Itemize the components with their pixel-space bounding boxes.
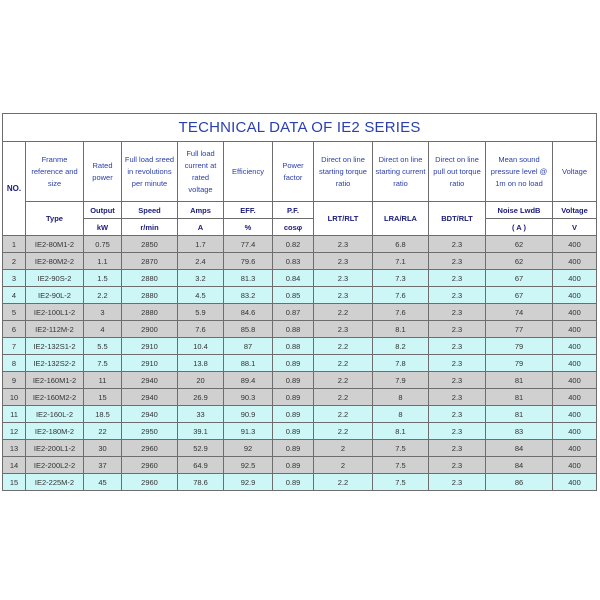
cell-lra-rla: 6.8 bbox=[373, 236, 429, 253]
header-no: NO. bbox=[3, 142, 26, 236]
header-power-unit: kW bbox=[84, 219, 122, 236]
cell-speed: 2960 bbox=[122, 440, 178, 457]
cell-lrt-rlt: 2.3 bbox=[314, 236, 373, 253]
cell-lrt-rlt: 2.2 bbox=[314, 355, 373, 372]
table-row bbox=[3, 236, 597, 253]
table-row bbox=[3, 440, 597, 457]
technical-data-table bbox=[2, 113, 597, 491]
cell-bdt-rlt: 2.3 bbox=[429, 338, 486, 355]
cell-output-kw: 18.5 bbox=[84, 406, 122, 423]
cell-type: IE2-200L2-2 bbox=[26, 457, 84, 474]
cell-power-factor: 0.89 bbox=[273, 440, 314, 457]
cell-speed: 2950 bbox=[122, 423, 178, 440]
cell-type: IE2-200L1-2 bbox=[26, 440, 84, 457]
cell-voltage: 400 bbox=[553, 321, 597, 338]
table-row bbox=[3, 287, 597, 304]
cell-bdt-rlt: 2.3 bbox=[429, 236, 486, 253]
cell-lra-rla: 8.1 bbox=[373, 321, 429, 338]
cell-power-factor: 0.83 bbox=[273, 253, 314, 270]
cell-noise: 83 bbox=[486, 423, 553, 440]
cell-bdt-rlt: 2.3 bbox=[429, 304, 486, 321]
header-bdt-label: BDT/RLT bbox=[429, 202, 486, 236]
cell-efficiency: 89.4 bbox=[224, 372, 273, 389]
table-row bbox=[3, 270, 597, 287]
cell-power-factor: 0.85 bbox=[273, 287, 314, 304]
cell-voltage: 400 bbox=[553, 236, 597, 253]
cell-output-kw: 11 bbox=[84, 372, 122, 389]
table-row bbox=[3, 474, 597, 491]
cell-bdt-rlt: 2.3 bbox=[429, 457, 486, 474]
cell-bdt-rlt: 2.3 bbox=[429, 287, 486, 304]
cell-lrt-rlt: 2.3 bbox=[314, 270, 373, 287]
header-speed-desc: Full load sreed in revolutions per minute bbox=[122, 142, 178, 202]
cell-type: IE2-160L-2 bbox=[26, 406, 84, 423]
header-power-desc: Rated power bbox=[84, 142, 122, 202]
cell-lra-rla: 8 bbox=[373, 406, 429, 423]
cell-output-kw: 2.2 bbox=[84, 287, 122, 304]
header-noise-label: Noise LwdB bbox=[486, 202, 553, 219]
cell-no: 1 bbox=[3, 236, 26, 253]
cell-noise: 86 bbox=[486, 474, 553, 491]
header-eff-label: EFF. bbox=[224, 202, 273, 219]
cell-lrt-rlt: 2.2 bbox=[314, 304, 373, 321]
cell-voltage: 400 bbox=[553, 389, 597, 406]
cell-type: IE2-160M1-2 bbox=[26, 372, 84, 389]
cell-voltage: 400 bbox=[553, 304, 597, 321]
cell-type: IE2-132S1-2 bbox=[26, 338, 84, 355]
cell-voltage: 400 bbox=[553, 406, 597, 423]
cell-lrt-rlt: 2 bbox=[314, 457, 373, 474]
cell-lrt-rlt: 2.2 bbox=[314, 389, 373, 406]
cell-output-kw: 5.5 bbox=[84, 338, 122, 355]
cell-lra-rla: 7.6 bbox=[373, 287, 429, 304]
header-current-unit: A bbox=[178, 219, 224, 236]
cell-efficiency: 87 bbox=[224, 338, 273, 355]
cell-efficiency: 92.9 bbox=[224, 474, 273, 491]
cell-lra-rla: 7.6 bbox=[373, 304, 429, 321]
cell-speed: 2880 bbox=[122, 287, 178, 304]
cell-type: IE2-90L-2 bbox=[26, 287, 84, 304]
cell-voltage: 400 bbox=[553, 423, 597, 440]
cell-amps: 2.4 bbox=[178, 253, 224, 270]
cell-efficiency: 84.6 bbox=[224, 304, 273, 321]
cell-power-factor: 0.89 bbox=[273, 372, 314, 389]
cell-voltage: 400 bbox=[553, 270, 597, 287]
cell-noise: 81 bbox=[486, 389, 553, 406]
cell-amps: 13.8 bbox=[178, 355, 224, 372]
cell-bdt-rlt: 2.3 bbox=[429, 253, 486, 270]
cell-speed: 2870 bbox=[122, 253, 178, 270]
cell-efficiency: 92 bbox=[224, 440, 273, 457]
cell-amps: 10.4 bbox=[178, 338, 224, 355]
cell-output-kw: 45 bbox=[84, 474, 122, 491]
cell-voltage: 400 bbox=[553, 457, 597, 474]
cell-efficiency: 81.3 bbox=[224, 270, 273, 287]
cell-output-kw: 0.75 bbox=[84, 236, 122, 253]
cell-output-kw: 15 bbox=[84, 389, 122, 406]
cell-lra-rla: 8.1 bbox=[373, 423, 429, 440]
cell-power-factor: 0.87 bbox=[273, 304, 314, 321]
cell-lrt-rlt: 2.3 bbox=[314, 287, 373, 304]
cell-bdt-rlt: 2.3 bbox=[429, 440, 486, 457]
cell-amps: 7.6 bbox=[178, 321, 224, 338]
table-row bbox=[3, 338, 597, 355]
cell-voltage: 400 bbox=[553, 372, 597, 389]
cell-lra-rla: 7.9 bbox=[373, 372, 429, 389]
cell-voltage: 400 bbox=[553, 338, 597, 355]
cell-lrt-rlt: 2.2 bbox=[314, 406, 373, 423]
cell-speed: 2880 bbox=[122, 304, 178, 321]
table-row bbox=[3, 406, 597, 423]
cell-type: IE2-180M-2 bbox=[26, 423, 84, 440]
cell-power-factor: 0.89 bbox=[273, 423, 314, 440]
header-power-label: Output bbox=[84, 202, 122, 219]
cell-lra-rla: 7.5 bbox=[373, 440, 429, 457]
cell-no: 9 bbox=[3, 372, 26, 389]
header-eff-unit: % bbox=[224, 219, 273, 236]
cell-lra-rla: 8.2 bbox=[373, 338, 429, 355]
cell-bdt-rlt: 2.3 bbox=[429, 355, 486, 372]
cell-noise: 62 bbox=[486, 253, 553, 270]
cell-no: 8 bbox=[3, 355, 26, 372]
cell-output-kw: 7.5 bbox=[84, 355, 122, 372]
cell-no: 7 bbox=[3, 338, 26, 355]
cell-no: 4 bbox=[3, 287, 26, 304]
cell-output-kw: 30 bbox=[84, 440, 122, 457]
cell-power-factor: 0.82 bbox=[273, 236, 314, 253]
cell-voltage: 400 bbox=[553, 474, 597, 491]
cell-bdt-rlt: 2.3 bbox=[429, 474, 486, 491]
cell-speed: 2940 bbox=[122, 389, 178, 406]
cell-type: IE2-132S2-2 bbox=[26, 355, 84, 372]
header-frame-desc: Franme reference and size bbox=[26, 142, 84, 202]
table-title: TECHNICAL DATA OF IE2 SERIES bbox=[3, 114, 597, 142]
header-voltage-desc: Voltage bbox=[553, 142, 597, 202]
cell-lra-rla: 7.5 bbox=[373, 474, 429, 491]
cell-power-factor: 0.89 bbox=[273, 474, 314, 491]
cell-lrt-rlt: 2.3 bbox=[314, 321, 373, 338]
cell-efficiency: 79.6 bbox=[224, 253, 273, 270]
cell-type: IE2-225M-2 bbox=[26, 474, 84, 491]
cell-bdt-rlt: 2.3 bbox=[429, 423, 486, 440]
cell-speed: 2910 bbox=[122, 338, 178, 355]
cell-efficiency: 91.3 bbox=[224, 423, 273, 440]
header-type: Type bbox=[26, 202, 84, 236]
cell-type: IE2-100L1-2 bbox=[26, 304, 84, 321]
header-speed-unit: r/min bbox=[122, 219, 178, 236]
cell-type: IE2-90S-2 bbox=[26, 270, 84, 287]
cell-bdt-rlt: 2.3 bbox=[429, 406, 486, 423]
cell-no: 3 bbox=[3, 270, 26, 287]
table-row bbox=[3, 372, 597, 389]
cell-voltage: 400 bbox=[553, 287, 597, 304]
cell-lrt-rlt: 2.2 bbox=[314, 338, 373, 355]
cell-speed: 2910 bbox=[122, 355, 178, 372]
cell-noise: 84 bbox=[486, 457, 553, 474]
cell-power-factor: 0.89 bbox=[273, 406, 314, 423]
header-lrt-label: LRT/RLT bbox=[314, 202, 373, 236]
cell-speed: 2960 bbox=[122, 474, 178, 491]
cell-no: 6 bbox=[3, 321, 26, 338]
cell-noise: 77 bbox=[486, 321, 553, 338]
cell-efficiency: 85.8 bbox=[224, 321, 273, 338]
cell-voltage: 400 bbox=[553, 253, 597, 270]
cell-noise: 79 bbox=[486, 338, 553, 355]
cell-no: 11 bbox=[3, 406, 26, 423]
header-pf-desc: Power factor bbox=[273, 142, 314, 202]
cell-type: IE2-112M-2 bbox=[26, 321, 84, 338]
cell-lra-rla: 7.8 bbox=[373, 355, 429, 372]
cell-output-kw: 22 bbox=[84, 423, 122, 440]
header-noise-desc: Mean sound pressure level @ 1m on no load bbox=[486, 142, 553, 202]
cell-noise: 81 bbox=[486, 372, 553, 389]
table-row bbox=[3, 321, 597, 338]
table-row bbox=[3, 457, 597, 474]
cell-lrt-rlt: 2.2 bbox=[314, 423, 373, 440]
cell-amps: 33 bbox=[178, 406, 224, 423]
cell-efficiency: 90.3 bbox=[224, 389, 273, 406]
cell-amps: 1.7 bbox=[178, 236, 224, 253]
header-pf-label: P.F. bbox=[273, 202, 314, 219]
cell-no: 14 bbox=[3, 457, 26, 474]
cell-efficiency: 77.4 bbox=[224, 236, 273, 253]
cell-lra-rla: 7.5 bbox=[373, 457, 429, 474]
cell-noise: 67 bbox=[486, 287, 553, 304]
cell-lra-rla: 7.3 bbox=[373, 270, 429, 287]
table-row bbox=[3, 355, 597, 372]
cell-efficiency: 83.2 bbox=[224, 287, 273, 304]
cell-amps: 64.9 bbox=[178, 457, 224, 474]
cell-no: 2 bbox=[3, 253, 26, 270]
cell-efficiency: 88.1 bbox=[224, 355, 273, 372]
cell-speed: 2940 bbox=[122, 406, 178, 423]
header-lrt-desc: Direct on line starting torque ratio bbox=[314, 142, 373, 202]
cell-lrt-rlt: 2 bbox=[314, 440, 373, 457]
technical-data-table-wrapper bbox=[2, 113, 596, 491]
cell-noise: 67 bbox=[486, 270, 553, 287]
cell-noise: 62 bbox=[486, 236, 553, 253]
cell-power-factor: 0.89 bbox=[273, 355, 314, 372]
cell-speed: 2900 bbox=[122, 321, 178, 338]
table-row bbox=[3, 389, 597, 406]
cell-voltage: 400 bbox=[553, 440, 597, 457]
header-lra-label: LRA/RLA bbox=[373, 202, 429, 236]
cell-output-kw: 1.5 bbox=[84, 270, 122, 287]
cell-no: 10 bbox=[3, 389, 26, 406]
cell-amps: 52.9 bbox=[178, 440, 224, 457]
table-row bbox=[3, 423, 597, 440]
cell-noise: 79 bbox=[486, 355, 553, 372]
cell-voltage: 400 bbox=[553, 355, 597, 372]
cell-amps: 26.9 bbox=[178, 389, 224, 406]
cell-no: 15 bbox=[3, 474, 26, 491]
table-row bbox=[3, 304, 597, 321]
header-current-desc: Full load current at rated voltage bbox=[178, 142, 224, 202]
cell-speed: 2940 bbox=[122, 372, 178, 389]
cell-efficiency: 90.9 bbox=[224, 406, 273, 423]
cell-type: IE2-80M2-2 bbox=[26, 253, 84, 270]
table-row bbox=[3, 253, 597, 270]
cell-bdt-rlt: 2.3 bbox=[429, 321, 486, 338]
cell-noise: 81 bbox=[486, 406, 553, 423]
cell-speed: 2880 bbox=[122, 270, 178, 287]
header-noise-unit: ( A ) bbox=[486, 219, 553, 236]
cell-output-kw: 1.1 bbox=[84, 253, 122, 270]
cell-lra-rla: 8 bbox=[373, 389, 429, 406]
cell-speed: 2960 bbox=[122, 457, 178, 474]
cell-output-kw: 37 bbox=[84, 457, 122, 474]
cell-type: IE2-160M2-2 bbox=[26, 389, 84, 406]
cell-no: 13 bbox=[3, 440, 26, 457]
cell-no: 12 bbox=[3, 423, 26, 440]
header-eff-desc: Efficiency bbox=[224, 142, 273, 202]
cell-amps: 39.1 bbox=[178, 423, 224, 440]
cell-lrt-rlt: 2.2 bbox=[314, 474, 373, 491]
cell-amps: 5.9 bbox=[178, 304, 224, 321]
header-voltage-unit: V bbox=[553, 219, 597, 236]
header-bdt-desc: Direct on line pull out torque ratio bbox=[429, 142, 486, 202]
cell-bdt-rlt: 2.3 bbox=[429, 372, 486, 389]
cell-amps: 78.6 bbox=[178, 474, 224, 491]
cell-lra-rla: 7.1 bbox=[373, 253, 429, 270]
cell-power-factor: 0.88 bbox=[273, 338, 314, 355]
cell-output-kw: 4 bbox=[84, 321, 122, 338]
cell-output-kw: 3 bbox=[84, 304, 122, 321]
cell-amps: 20 bbox=[178, 372, 224, 389]
cell-speed: 2850 bbox=[122, 236, 178, 253]
cell-no: 5 bbox=[3, 304, 26, 321]
cell-power-factor: 0.84 bbox=[273, 270, 314, 287]
cell-efficiency: 92.5 bbox=[224, 457, 273, 474]
cell-power-factor: 0.89 bbox=[273, 457, 314, 474]
cell-power-factor: 0.89 bbox=[273, 389, 314, 406]
cell-noise: 74 bbox=[486, 304, 553, 321]
cell-type: IE2-80M1-2 bbox=[26, 236, 84, 253]
cell-lrt-rlt: 2.2 bbox=[314, 372, 373, 389]
header-voltage-label: Voltage bbox=[553, 202, 597, 219]
cell-noise: 84 bbox=[486, 440, 553, 457]
cell-amps: 3.2 bbox=[178, 270, 224, 287]
cell-bdt-rlt: 2.3 bbox=[429, 389, 486, 406]
header-pf-unit: cosφ bbox=[273, 219, 314, 236]
header-speed-label: Speed bbox=[122, 202, 178, 219]
header-current-label: Amps bbox=[178, 202, 224, 219]
cell-power-factor: 0.88 bbox=[273, 321, 314, 338]
cell-lrt-rlt: 2.3 bbox=[314, 253, 373, 270]
header-lra-desc: Direct on line starting current ratio bbox=[373, 142, 429, 202]
cell-amps: 4.5 bbox=[178, 287, 224, 304]
cell-bdt-rlt: 2.3 bbox=[429, 270, 486, 287]
